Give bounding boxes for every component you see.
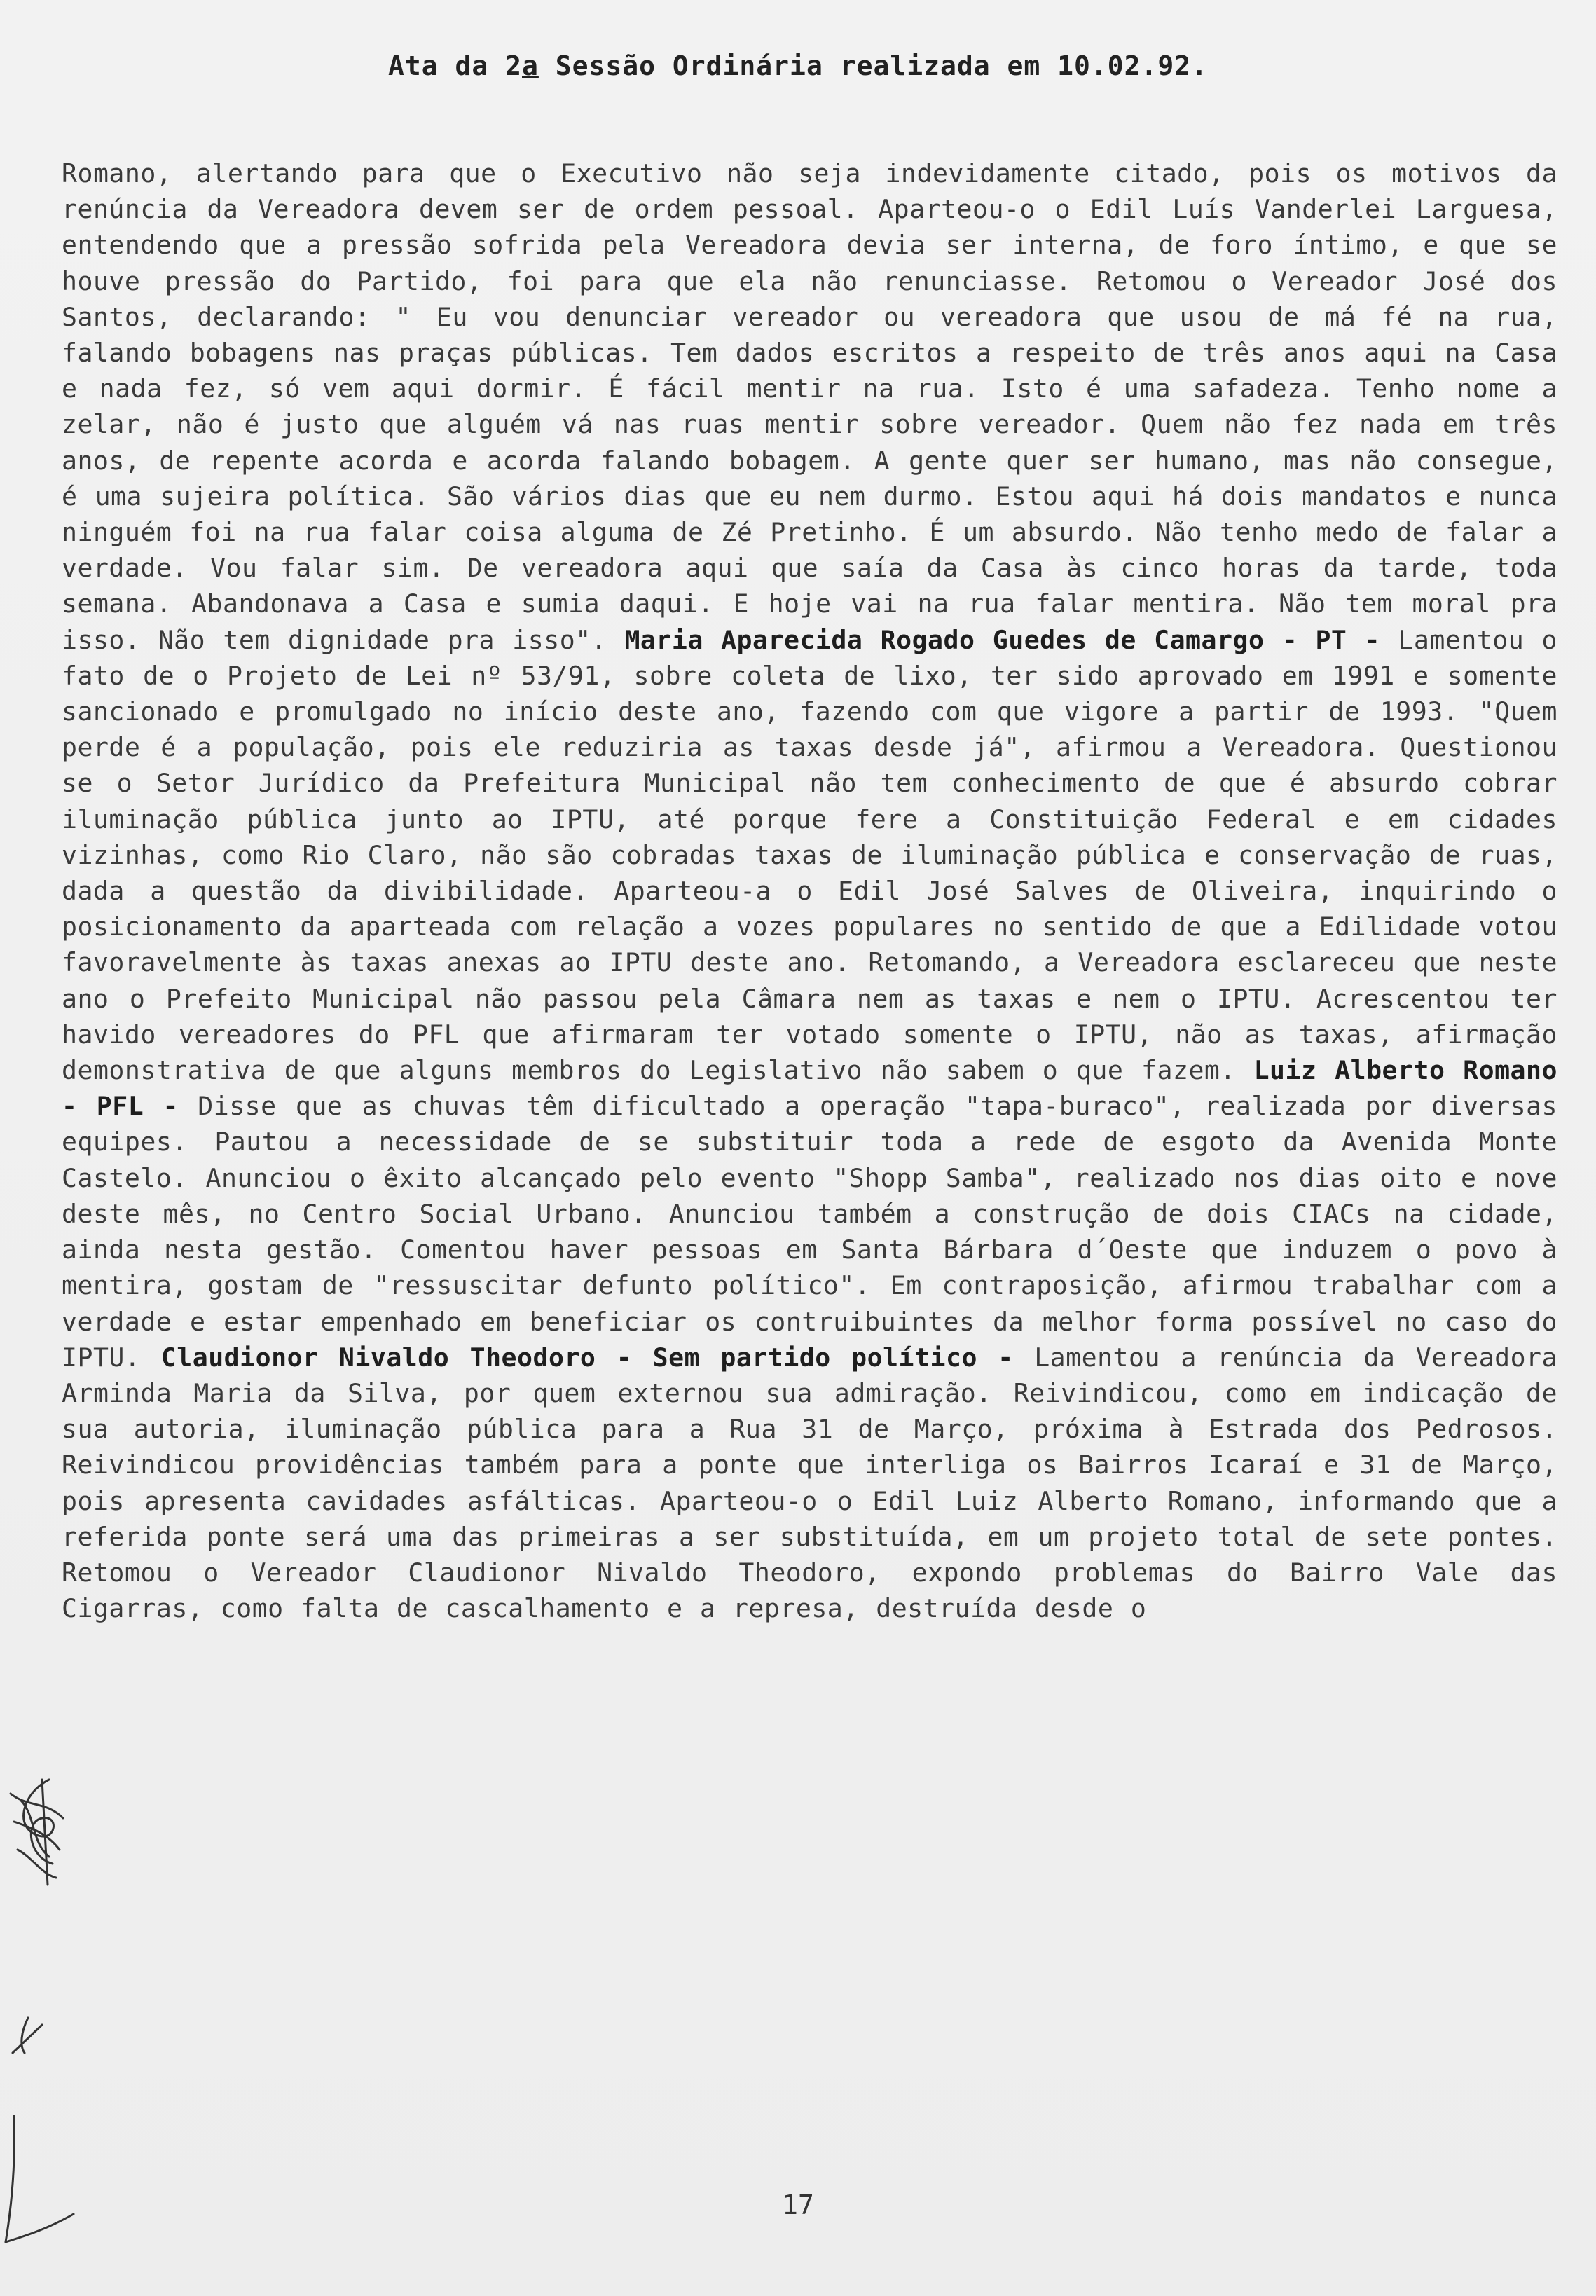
speaker-name-3: Claudionor Nivaldo Theodoro - Sem partido político - — [160, 1342, 1014, 1373]
paragraph-1: Romano, alertando para que o Executivo não seja indevidamente citado, pois os motivos da renúncia da Vereadora devem ser de ordem pessoal. Aparteou-o o Edil Luís Vanderlei Larguesa, entendendo que a pressão sofrida pela Vereadora devia ser interna, de foro íntimo, e que se houve pressão do Partido, foi para que ela não renunciasse. Retomou o Vereador José dos Santos, declarando: " Eu vou denunciar vereador ou vereadora que usou de má fé na rua, falando bobagens nas praças públicas. Tem dados escritos a respeito de três anos aqui na Casa e nada fez, só vem aqui dormir. É fácil mentir na rua. Isto é uma safadeza. Tenho nome a zelar, não é justo que alguém vá nas ruas mentir sobre vereador. Quem não fez nada em três anos, de repente acorda e acorda falando bobagem. A gente quer ser humano, mas não consegue, é uma sujeira política. São vários dias que eu nem durmo. Estou aqui há dois mandatos e nunca ninguém foi na rua falar coisa alguma de Zé Pretinho. É um absurdo. Não tenho medo de falar a verdade. Vou falar sim. De vereadora aqui que saía da Casa às cinco horas da tarde, toda semana. Abandonava a Casa e sumia daqui. E hoje vai na rua falar mentira. Não tem moral pra isso. Não tem dignidade pra isso". — [62, 158, 1557, 655]
speaker-name-1: Maria Aparecida Rogado Guedes de Camargo - PT - — [624, 624, 1381, 655]
title-prefix: Ata da 2 — [387, 50, 522, 81]
title-suffix: Sessão Ordinária realizada em 10.02.92. — [538, 50, 1209, 81]
paragraph-4: Lamentou a renúncia da Vereadora Arminda Maria da Silva, por quem externou sua admiração. Reivindicou, como em indicação de sua autoria, iluminação pública para a Rua 31 de Março, próxima à Estrada dos Pedrosos. Reivindicou providências também para a ponte que interliga os Bairros Icaraí e 31 de Março, pois apresenta cavidades asfálticas. Aparteou-o o Edil Luiz Alberto Romano, informando que a referida ponte será uma das primeiras a ser substituída, em um projeto total de sete pontes. Retomou o Vereador Claudionor Nivaldo Theodoro, expondo problemas do Bairro Vale das Cigarras, como falta de cascalhamento e a represa, destruída desde o — [62, 1342, 1557, 1624]
paragraph-3: Disse que as chuvas têm dificultado a operação "tapa-buraco", realizada por diversas equipes. Pautou a necessidade de se substituir toda a rede de esgoto da Avenida Monte Castelo. Anunciou o êxito alcançado pelo evento "Shopp Samba", realizado nos dias oito e nove deste mês, no Centro Social Urbano. Anunciou também a construção de dois CIACs na cidade, ainda nesta gestão. Comentou haver pessoas em Santa Bárbara d´Oeste que induzem o povo à mentira, gostam de "ressuscitar defunto político". Em contraposição, afirmou trabalhar com a verdade e estar empenhado em beneficiar os contruibuintes da melhor forma possível no caso do IPTU. — [62, 1091, 1558, 1373]
page-number: 17 — [782, 2190, 814, 2220]
speaker-name-2: Luiz Alberto Romano - PFL - — [62, 1055, 1557, 1122]
minutes-body — [62, 156, 1557, 1626]
title-ordinal: a — [522, 50, 539, 81]
page-title — [0, 50, 1596, 81]
paragraph-2: Lamentou o fato de o Projeto de Lei nº 53/91, sobre coleta de lixo, ter sido aprovado em 1991 e somente sancionado e promulgado no início deste ano, fazendo com que vigore a partir de 1993. "Quem perde é a população, pois ele reduziria as taxas desde já", afirmou a Vereadora. Questionou se o Setor Jurídico da Prefeitura Municipal não tem conhecimento de que é absurdo cobrar iluminação pública junto ao IPTU, até porque fere a Constituição Federal e em cidades vizinhas, como Rio Claro, não são cobradas taxas de iluminação pública e conservação de ruas, dada a questão da divibilidade. Aparteou-a o Edil José Salves de Oliveira, inquirindo o posicionamento da aparteada com relação a vozes populares no sentido de que a Edilidade votou favoravelmente às taxas anexas ao IPTU deste ano. Retomando, a Vereadora esclareceu que neste ano o Prefeito Municipal não passou pela Câmara nem as taxas e nem o IPTU. Acrescentou ter havido vereadores do PFL que afirmaram ter votado somente o IPTU, não as taxas, afirmação demonstrativa de que alguns membros do Legislativo não sabem o que fazem. — [62, 624, 1557, 1086]
